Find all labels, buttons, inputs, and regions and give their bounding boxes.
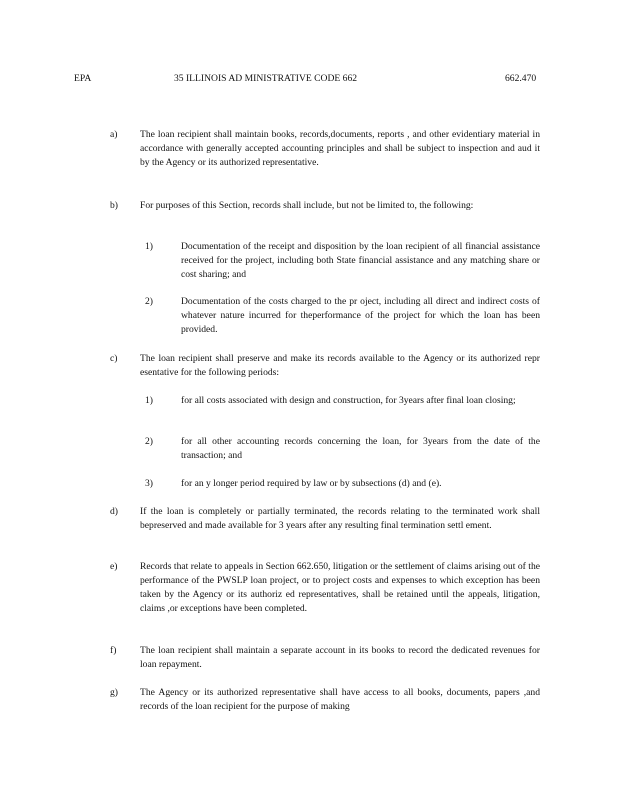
header-agency: EPA [74,73,92,84]
subparagraph-text: for all costs associated with design and construction, for 3years after final loan closing; [181,395,516,406]
subparagraph-text: for an y longer period required by law or by subsections (d) and (e). [181,478,442,489]
subparagraph-label: 2) [145,296,153,307]
paragraph-text: The loan recipient shall maintain a separate account in its books to record the dedicated revenues for loan repayment. [140,645,540,670]
header-section-number: 662.470 [505,73,537,84]
paragraph-text: The Agency or its authorized representative shall have access to all books, documents, papers ,and records of the loan recipient for the purpose of making [140,687,540,712]
paragraph-label: g) [110,687,118,698]
subparagraph-label: 3) [145,478,153,489]
subparagraph-text: for all other accounting records concerning the loan, for 3years from the date of the transaction; and [181,436,540,461]
paragraph-label: b) [110,200,118,211]
paragraph-text: If the loan is completely or partially terminated, the records relating to the terminated work shall bepreserved and made available for 3 years after any resulting final termination settl ement. [140,506,540,531]
paragraph-text: For purposes of this Section, records shall include, but not be limited to, the following: [140,200,474,211]
subparagraph-label: 1) [145,241,153,252]
paragraph-text: The loan recipient shall maintain books, records,documents, reports , and other evidentiary material in accordance with generally accepted accounting principles and shall be subject to inspection and aud it by the Agency or its authorized representative. [140,129,540,168]
subparagraph-label: 2) [145,436,153,447]
paragraph-label: d) [110,506,118,517]
paragraph-label: c) [110,353,118,364]
paragraph-text: The loan recipient shall preserve and make its records available to the Agency or its authorized repr esentative for the following periods: [140,353,540,378]
subparagraph-text: Documentation of the receipt and disposition by the loan recipient of all financial assistance received for the project, including both State financial assistance and any matching share or cost sharing; and [181,241,540,280]
subparagraph-label: 1) [145,395,153,406]
header-title: 35 ILLINOIS AD MINISTRATIVE CODE 662 [174,73,358,84]
paragraph-text: Records that relate to appeals in Section 662.650, litigation or the settlement of claims arising out of the performance of the PWSLP loan project, or to project costs and expenses to which exception has been taken by the Agency or its authoriz ed representatives, shall be retained until the appeals, litigation, claims ,or exceptions have been completed. [140,561,540,614]
paragraph-label: f) [110,645,117,656]
subparagraph-text: Documentation of the costs charged to the pr oject, including all direct and indirect costs of whatever nature incurred for theperformance of the project for which the loan has been provided. [181,296,540,335]
paragraph-label: e) [110,561,118,572]
paragraph-label: a) [110,129,118,140]
